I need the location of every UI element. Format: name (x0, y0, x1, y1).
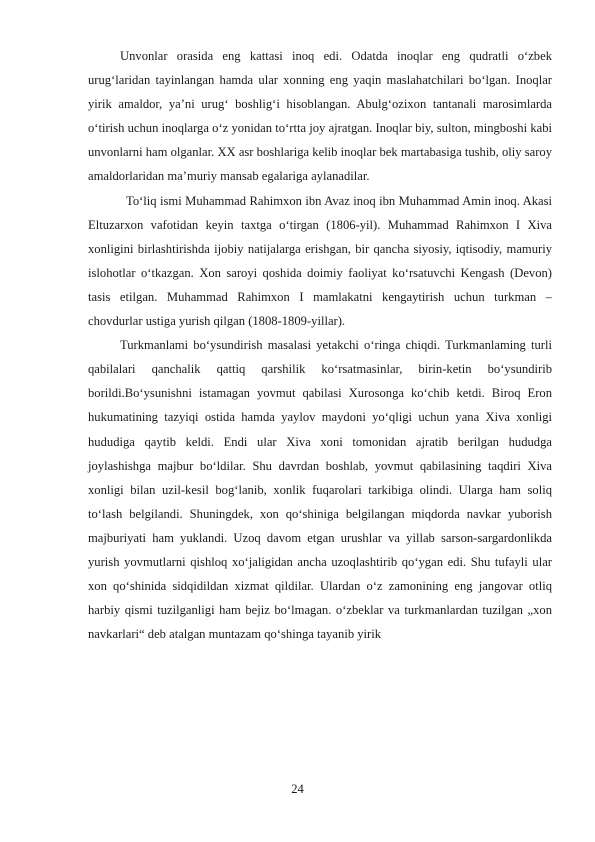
paragraph-muhammad-rahimxon: To‘liq ismi Muhammad Rahimxon ibn Avaz inoq ibn Muhammad Amin inoq. Akasi Eltuzarxon vafotidan keyin taxtga o‘tirgan (1806-yil). Muhammad Rahimxon I Xiva xonligini birlashtirishda ijobiy natijalarga erishgan, bir qancha siyosiy, iqtisodiy, mamuriy islohotlar o‘tkazgan. Xon saroyi qoshida doimiy faoliyat ko‘rsatuvchi Kengash (Devon) tasis etilgan. Muhammad Rahimxon I mamlakatni kengaytirish uchun turkman – chovdurlar ustiga yurish qilgan (1808-1809-yillar). (88, 193, 552, 329)
paragraph-inoq-titles: Unvonlar orasida eng kattasi inoq edi. Odatda inoqlar eng qudratli o‘zbek urug‘laridan tayinlangan hamda ular xonning eng yaqin maslahatchilari bo‘lgan. Inoqlar yirik amaldor, ya’ni urug‘ boshlig‘i hisoblangan. Abulg‘ozixon tantanali marosimlarda o‘tirish uchun inoqlarga o‘z yonidan to‘rtta joy ajratgan. Inoqlar biy, sulton, mingboshi kabi unvonlarni ham olganlar. XX asr boshlariga kelib inoqlar bek martabasiga tushib, oliy saroy amaldorlaridan ma’muriy mansab egalariga aylanadilar. (88, 49, 552, 184)
page-number: 24 (291, 782, 304, 796)
paragraph-turkman-subjugation: Turkmanlami bo‘ysundirish masalasi yetakchi o‘ringa chiqdi. Turkmanlaming turli qabilalari qanchalik qattiq qarshilik ko‘rsatmasinlar, birin-ketin bo‘ysundirib borildi.Bo‘ysunishni istamagan yovmut qabilasi Xurosonga ko‘chib ketdi. Biroq Eron hukumatining tazyiqi ostida hamda yaylov maydoni yo‘qligi uchun yana Xiva xonligi hududiga qaytib keldi. Endi ular Xiva xoni tomonidan ajratib berilgan hududga joylashishga majbur bo‘ldilar. Shu davrdan boshlab, yovmut qabilasining taqdiri Xiva xonligi bilan uzil-kesil bog‘lanib, xonlik fuqarolari tarkibiga olindi. Ularga ham soliq to‘lash belgilandi. Shuningdek, xon qo‘shiniga belgilangan miqdorda navkar yuborish majburiyati ham yuklandi. Uzoq davom etgan urushlar va yillab sarson-sargardonlikda yurish yovmutlarni qishloq xo‘jaligidan ancha uzoqlashtirib qo‘ygan edi. Shu tufayli ular xon qo‘shinida sidqidildan xizmat qildilar. Ulardan o‘z zamonining eng jangovar otliq harbiy qismi tuzilganligi ham bejiz bo‘lmagan. o‘zbeklar va turkmanlardan tuzilgan „xon navkarlari“ deb atalgan muntazam qo‘shinga tayanib yirik (88, 338, 552, 642)
document-body (88, 44, 552, 646)
